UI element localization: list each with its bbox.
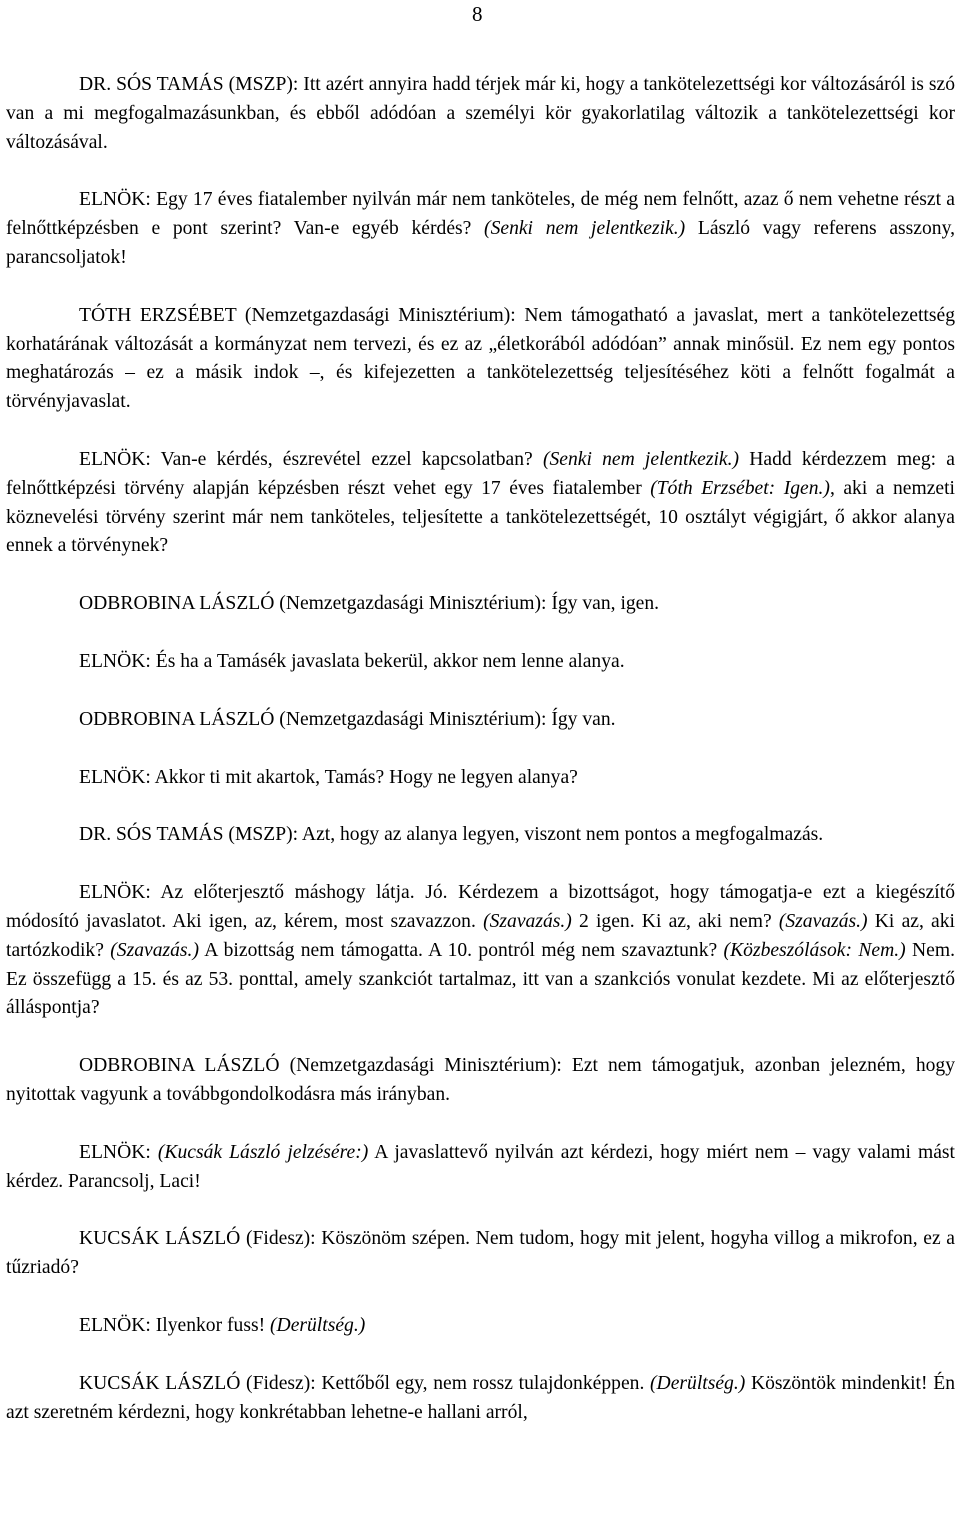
paragraph xyxy=(6,1225,955,1283)
paragraph-text: KUCSÁK LÁSZLÓ (Fidesz): Köszönöm szépen. Nem tudom, hogy mit jelent, hogyha villog a mikrofon, ez a tűzriadó? xyxy=(6,1228,955,1279)
paragraph xyxy=(6,879,955,1023)
stage-direction: (Szavazás.) xyxy=(483,910,572,932)
paragraph-text: ELNÖK: Akkor ti mit akartok, Tamás? Hogy ne legyen alanya? xyxy=(79,766,578,788)
paragraph xyxy=(6,71,955,157)
paragraph-text: A javaslattevő nyilván azt kérdezi, hogy miért nem – vagy valami mást kérdez. Parancsolj, Laci! xyxy=(6,1141,955,1192)
stage-direction: (Közbeszólások: Nem.) xyxy=(723,939,906,961)
paragraph-text: ODBROBINA LÁSZLÓ (Nemzetgazdasági Minisztérium): Így van. xyxy=(79,708,616,730)
paragraph-text: DR. SÓS TAMÁS (MSZP): Itt azért annyira hadd térjek már ki, hogy a tankötelezettségi kor változásáról is szó van a mi megfogalmazásunkban, és ebből adódóan a személyi kör gyakorlatilag változik a tankötelezettségi kor változásával. xyxy=(6,74,955,153)
paragraph-text: ELNÖK: Az előterjesztő máshogy látja. Jó. Kérdezem a bizottságot, hogy támogatja-e ezt a kiegészítő módosító javaslatot. Aki igen, az, kérem, most szavazzon. xyxy=(6,882,955,932)
paragraph-text: DR. SÓS TAMÁS (MSZP): Azt, hogy az alanya legyen, viszont nem pontos a megfogalmazás. xyxy=(79,824,824,846)
paragraph-text: TÓTH ERZSÉBET (Nemzetgazdasági Minisztérium): Nem támogatható a javaslat, mert a tankötelezettség korhatárának változását a kormányzat nem tervezi, és ez az „életkorából adódóan” annak minősül. Ez nem egy pontos meghatározás – ez a másik indok –, és kifejezetten a tankötelezettség teljesítéséhez köti a felnőtt fogalmát a törvényjavaslat. xyxy=(6,304,955,413)
paragraph-text: ELNÖK: Ilyenkor fuss! xyxy=(79,1314,271,1336)
paragraph-text: ODBROBINA LÁSZLÓ (Nemzetgazdasági Minisztérium): Ezt nem támogatjuk, azonban jelezném, hogy nyitottak vagyunk a továbbgondolkodásra más irányban. xyxy=(6,1055,955,1105)
paragraph-text: ELNÖK: És ha a Tamásék javaslata bekerül, akkor nem lenne alanya. xyxy=(79,650,625,672)
paragraph-text: ELNÖK: xyxy=(79,1141,158,1163)
paragraph xyxy=(6,1052,955,1110)
paragraph-text: ELNÖK: Egy 17 éves fiatalember nyilván már nem tanköteles, de még nem felnőtt, azaz ő nem vehetne részt a felnőttképzésben e pont szerint? Van-e egyéb kérdés? xyxy=(6,189,955,240)
paragraph xyxy=(6,764,955,793)
paragraph xyxy=(6,186,955,272)
paragraph xyxy=(6,590,955,619)
paragraph-text: Köszöntök mindenkit! Én azt szeretném kérdezni, hogy konkrétabban lehetne-e hallani arról, xyxy=(6,1372,955,1423)
paragraph-text: László vagy referens asszony, parancsoljatok! xyxy=(6,218,956,268)
stage-direction: (Derültség.) xyxy=(270,1314,366,1336)
paragraph-text: Ki az, aki tartózkodik? xyxy=(6,910,955,961)
paragraph xyxy=(6,1312,955,1341)
paragraph xyxy=(6,302,955,417)
paragraph-text: Nem. Ez összefügg a 15. és az 53. ponttal, amely szankciót tartalmaz, itt van a szankciós vonulat kezdete. Mi az előterjesztő álláspontja? xyxy=(6,939,955,1019)
paragraph-text: A bizottság nem támogatta. A 10. pontról még nem szavaztunk? xyxy=(198,939,724,961)
paragraph-text: , aki a nemzeti köznevelési törvény szerint már nem tanköteles, teljesítette a tankötelezettségét, 10 osztályt végigjárt, ő akkor alanya ennek a törvénynek? xyxy=(6,477,955,557)
paragraph xyxy=(6,706,955,735)
stage-direction: (Kucsák László jelzésére:) xyxy=(157,1141,369,1163)
paragraph xyxy=(6,1370,955,1428)
stage-direction: (Szavazás.) xyxy=(778,910,868,932)
stage-direction: (Senki nem jelentkezik.) xyxy=(542,448,740,470)
paragraph-text: Hadd kérdezzem meg: a felnőttképzési törvény alapján képzésben részt vehet egy 17 éves fiatalember xyxy=(6,448,956,499)
document-body xyxy=(6,71,955,1427)
paragraph-text: ODBROBINA LÁSZLÓ (Nemzetgazdasági Minisztérium): Így van, igen. xyxy=(79,593,660,615)
paragraph xyxy=(6,446,955,561)
paragraph xyxy=(6,648,955,677)
stage-direction: (Senki nem jelentkezik.) xyxy=(484,218,686,240)
stage-direction: (Szavazás.) xyxy=(110,939,199,961)
page-number: 8 xyxy=(472,2,483,26)
paragraph-text: KUCSÁK LÁSZLÓ (Fidesz): Kettőből egy, nem rossz tulajdonképpen. xyxy=(79,1372,651,1394)
stage-direction: (Derültség.) xyxy=(650,1372,746,1394)
stage-direction: (Tóth Erzsébet: Igen.) xyxy=(650,477,830,499)
paragraph-text: 2 igen. Ki az, aki nem? xyxy=(571,910,779,932)
paragraph xyxy=(6,821,955,850)
paragraph xyxy=(6,1139,955,1197)
paragraph-text: ELNÖK: Van-e kérdés, észrevétel ezzel kapcsolatban? xyxy=(79,448,543,470)
